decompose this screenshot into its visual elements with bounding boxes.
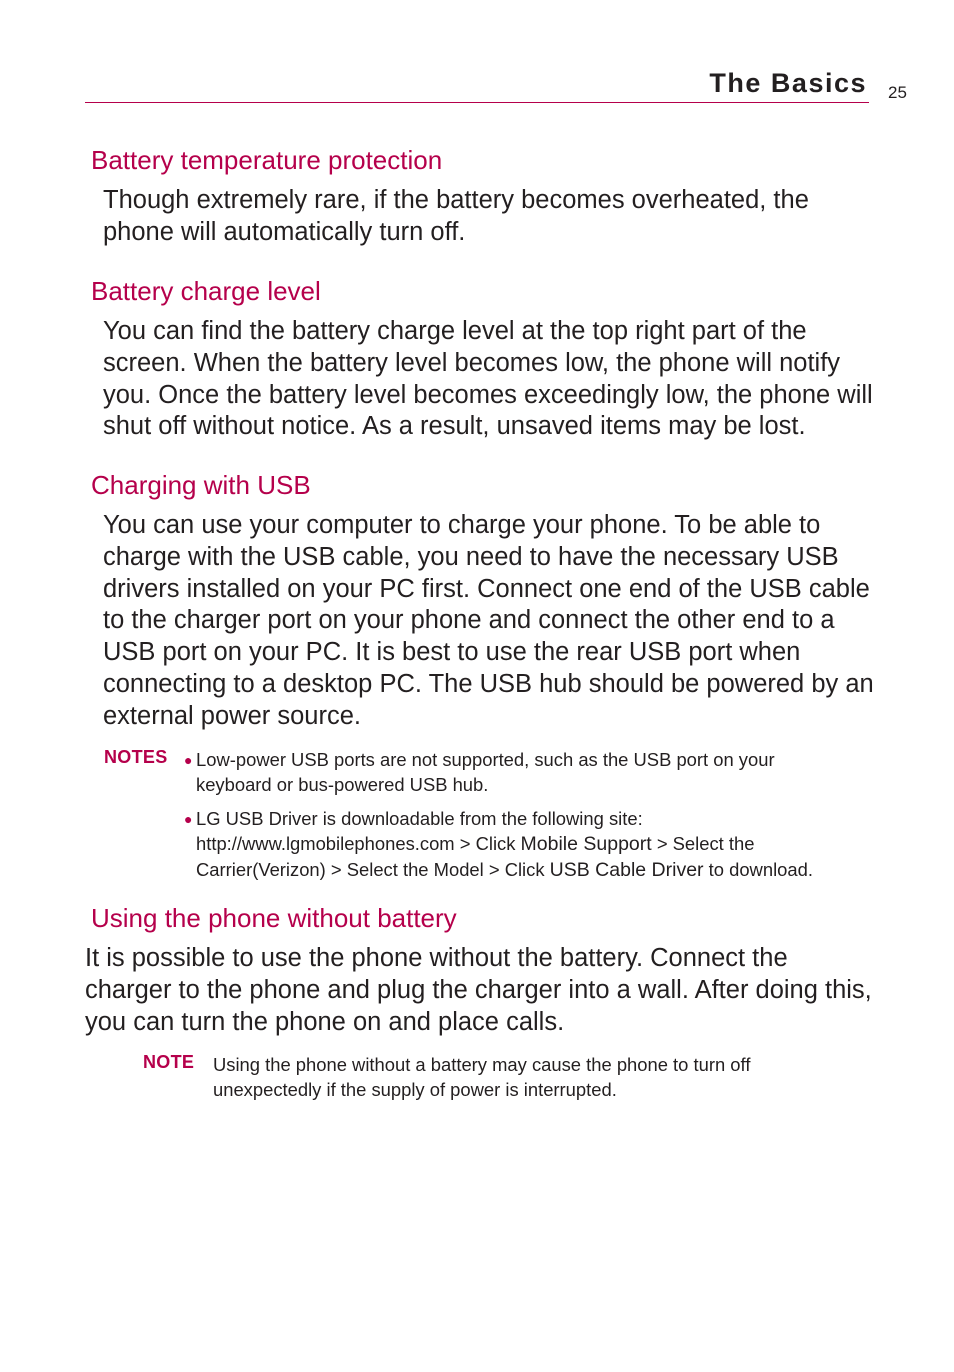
bullet-icon: ●	[184, 752, 193, 768]
note-item-text: to download.	[703, 859, 813, 880]
note-item-emphasis: Mobile Support	[520, 833, 652, 855]
note-item-line1: LG USB Driver is downloadable from the following site:	[196, 808, 643, 829]
page-number: 25	[888, 83, 907, 102]
body-charging-with-usb: You can use your computer to charge your phone. To be able to charge with the USB cable, you need to have the necessary USB drivers installed on your PC first. Connect one end of the USB cable to the charger port on your phone and connect the other end to a USB port on your PC. It is best to use the rear USB port when connecting to a desktop PC. The USB hub should be powered by an external power source.	[103, 511, 874, 730]
note-item-emphasis: USB Cable Driver	[549, 859, 704, 881]
note-item-text: > Select the Carrier(Verizon) > Select the Model > Click	[196, 833, 755, 880]
heading-using-the-phone-without-battery: Using the phone without battery	[91, 903, 457, 933]
section-title: The Basics	[709, 68, 867, 98]
body-battery-temperature-protection: Though extremely rare, if the battery becomes overheated, the phone will automatically turn off.	[103, 186, 809, 246]
heading-battery-charge-level: Battery charge level	[91, 276, 321, 306]
note-item: Low-power USB ports are not supported, such as the USB port on your keyboard or bus-powered USB hub.	[196, 749, 775, 795]
note-item-text: http://www.lgmobilephones.com > Click	[196, 833, 521, 854]
note-text: Using the phone without a battery may cause the phone to turn off unexpectedly if the supply of power is interrupted.	[213, 1054, 751, 1100]
note-label: NOTE	[143, 1052, 195, 1072]
notes-label: NOTES	[104, 747, 168, 767]
heading-battery-temperature-protection: Battery temperature protection	[91, 145, 443, 175]
body-using-the-phone-without-battery: It is possible to use the phone without the battery. Connect the charger to the phone and plug the charger into a wall. After doing this, you can turn the phone on and place calls.	[85, 944, 872, 1036]
header-divider	[85, 102, 869, 103]
bullet-icon: ●	[184, 811, 193, 827]
body-battery-charge-level: You can find the battery charge level at the top right part of the screen. When the battery level becomes low, the phone will notify you. Once the battery level becomes exceedingly low, the phone will shut off without notice. As a result, unsaved items may be lost.	[103, 317, 873, 441]
note-item	[196, 806, 876, 883]
heading-charging-with-usb: Charging with USB	[91, 470, 311, 500]
